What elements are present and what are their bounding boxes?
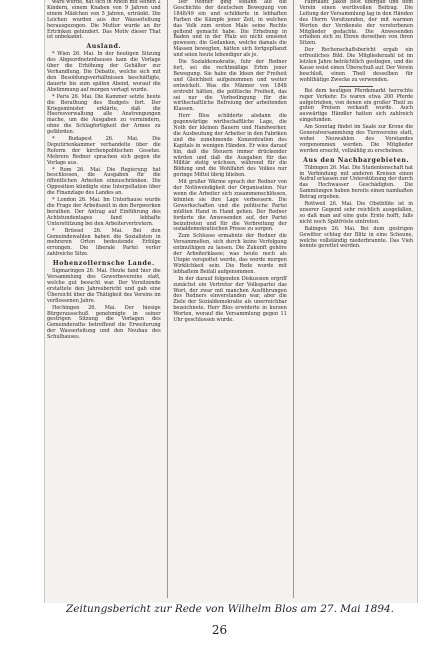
article-paragraph: * Budapest 26. Mai. Die Deputirtenkammer verhandelte über die Reform der kirchenpolitischen Gesetze. Mehrere Redner sprachen sich gegen die Vorlage aus. [47, 136, 161, 166]
page-number: 26 [211, 623, 228, 637]
column-divider [293, 0, 294, 598]
article-paragraph: Zum Schlusse ermahnte der Redner die Versammelten, sich durch keine Verfolgung entmuthigen zu lassen. Die Zukunft gehöre der Arbeiterklasse; was heute noch als Utopie verspottet werde, das werde morgen Wirklichkeit sein. Die Rede wurde mit lebhaftem Beifall aufgenommen. [173, 233, 287, 275]
column-divider [167, 0, 168, 598]
article-paragraph: Sigmaringen 26. Mai. Heute fand hier die Versammlung des Gewerbevereins statt, welche gut besucht war. Der Vorsitzende erstattete den Jahresbericht und gab eine Übersicht über die Thätigkeit des Vereins im verflossenen Jahre. [47, 268, 161, 304]
column-3 [299, 0, 413, 598]
article-paragraph: Herr Blos schilderte alsdann die gegenwärtige wirthschaftliche Lage, die Noth der kleinen Bauern und Handwerker, die Ausbeutung der Arbeiter in den Fabriken und die zunehmende Konzentration des Kapitals in wenigen Händen. Er wies darauf hin, daß die Steuern immer drückender würden und daß die Ausgaben für das Militär stetig wüchsen, während für die Bildung und die Wohlfahrt des Volkes nur geringe Mittel übrig blieben. [173, 113, 287, 179]
article-paragraph: * Brüssel 26. Mai. Bei den Gemeindewahlen haben die Sozialisten in mehreren Orten bedeutende Erfolge errungen. Die liberale Partei verlor zahlreiche Sitze. [47, 227, 161, 258]
image-caption: Zeitungsbericht zur Rede von Wilhelm Blos am 27. Mai 1894. [65, 603, 395, 615]
article-paragraph: Fabrikant Jakob Best übergab und dem Verein einen werthvollen Beitrag. Die Leitung der Versammlung lag in den Händen des Herrn Vorsitzenden, der mit warmen Worten der Verdienste der verstorbenen Mitglieder gedachte. Die Anwesenden erhoben sich zu Ehren derselben von ihren Sitzen. [299, 0, 414, 47]
article-paragraph: Mit großer Wärme sprach der Redner von der Nothwendigkeit der Organisation. Nur wenn die Arbeiter sich zusammenschlössen, könnten sie ihre Lage verbessern. Die Gewerkschaften und die politische Partei müßten Hand in Hand gehen. Der Redner forderte die Anwesenden auf, der Partei beizutreten und für die Verbreitung der sozialdemokratischen Presse zu sorgen. [173, 179, 287, 233]
article-paragraph: In der darauf folgenden Diskussion ergriff zunächst ein Vertreter der Volkspartei das Wort, der zwar mit manchen Ausführungen des Redners einverstanden war, aber die Ziele der Sozialdemokratie als unerreichbar bezeichnete. Herr Blos erwiderte in kurzen Worten, worauf die Versammlung gegen 11 Uhr geschlossen wurde. [173, 275, 287, 324]
section-heading: Hohenzollernsche Lande. [52, 260, 155, 268]
newspaper-clipping [44, 0, 418, 603]
newspaper-columns [47, 0, 413, 598]
article-paragraph: * London 26. Mai. Im Unterhause wurde die Frage der Arbeitszeit in den Bergwerken berathen. Der Antrag auf Einführung des Achtstundentages fand lebhafte Unterstützung bei den Arbeitervertretern. [47, 197, 161, 227]
article-paragraph: * Rom 26. Mai. Die Regierung hat beschlossen, die Ausgaben für die öffentlichen Arbeiten einzuschränken. Die Opposition kündigte eine Interpellation über die Finanzlage des Landes an. [47, 166, 161, 197]
section-heading: Aus den Nachbargebieten. [303, 156, 410, 164]
article-paragraph: Hechingen 26. Mai. Der hiesige Bürgerausschuß genehmigte in seiner gestrigen Sitzung die Vorlagen des Gemeinderaths betreffend die Erweiterung der Wasserleitung und den Neubau des Schulhauses. [47, 304, 161, 341]
column-2 [173, 0, 287, 598]
article-paragraph: Rottweil 26. Mai. Die Obstblüte ist in unserer Gegend sehr reichlich ausgefallen, so daß man auf eine gute Ernte hofft, falls nicht noch Spätfröste eintreten. [299, 201, 414, 225]
section-heading: Ausland. [86, 43, 122, 51]
article-paragraph: Die Sozialdemokratie, fuhr der Redner fort, sei die rechtmäßige Erbin jener Bewegung. Sie habe die Ideen der Freiheit und Gleichheit aufgenommen und weiter entwickelt. Was die Männer von 1848 erstrebt hätten, die politische Freiheit, das sei nur die Vorbedingung für die wirthschaftliche Befreiung der arbeitenden Klassen. [173, 59, 287, 113]
column-1 [47, 0, 161, 598]
article-paragraph: * Wien 26. Mai. In der heutigen Sitzung des Abgeordnetenhauses kam die Vorlage über die Erhöhung der Gehälter zur Verhandlung. Die Debatte, welche sich mit den Besoldungsverhältnissen beschäftigte, dauerte bis zum späten Abend, worauf die Abstimmung auf morgen vertagt wurde. [47, 51, 161, 93]
article-paragraph: Balingen 26. Mai. Bei dem gestrigen Gewitter schlug der Blitz in eine Scheune, welche vollständig niederbrannte. Das Vieh konnte gerettet werden. [299, 225, 414, 250]
article-paragraph: Der Rechenschaftsbericht ergab ein erfreuliches Bild. Die Mitgliederzahl ist im letzten Jahre beträchtlich gestiegen, und die Kasse weist einen Überschuß auf. Der Verein beschloß, einen Theil desselben für wohlthätige Zwecke zu verwenden. [299, 47, 414, 83]
section-rule [339, 86, 373, 87]
article-paragraph: * Paris 26. Mai. Die Kammer setzte heute die Berathung des Budgets fort. Der Kriegsminister erklärte, daß die Heeresverwaltung alle Anstrengungen mache, um die Ausgaben zu vermindern, ohne die Schlagfertigkeit der Armee zu gefährden. [47, 93, 161, 136]
article-paragraph: Bei dem heutigen Pferdemarkt herrschte reger Verkehr. Es waren etwa 200 Pferde aufgetrieben, von denen ein großer Theil zu guten Preisen verkauft wurde. Auch auswärtige Händler hatten sich zahlreich eingefunden. [299, 87, 414, 124]
article-paragraph: wäre wurde, hat sich in Rhein mit seinen 2 Kindern, einem Knaben von 9 Jahren und einem Mädchen von 5 Jahren, ertränkt. Die Leichen wurden aus der Wasserleitung herausgezogen. Die Mutter wurde an ihr Ertrinken gehindert. Das Motiv dieser That ist unbekannt. [47, 0, 161, 41]
article-paragraph: Am Sonntag findet im Saale zur Krone die Generalversammlung des Turnvereins statt, wobei Neuwahlen des Vorstandes vorgenommen werden. Die Mitglieder werden ersucht, vollzählig zu erscheinen. [299, 124, 414, 154]
article-paragraph: Der Redner ging sodann auf die Geschichte der deutschen Bewegung von 1848/49 ein und schilderte in lebhaften Farben die Kämpfe jener Zeit, in welchen das Volk zum ersten Male seine Rechte geltend gemacht habe. Die Erhebung in Baden und in der Pfalz sei nicht umsonst gewesen; die Gedanken, welche damals die Massen bewegten, hätten sich fortgepflanzt und seien heute lebendiger als je. [173, 0, 287, 59]
article-paragraph: Tübingen 26. Mai. Die Studentenschaft hat in Verbindung mit anderen Kreisen einen Aufruf erlassen zur Unterstützung der durch das Hochwasser Geschädigten. Die Sammlungen haben bereits einen namhaften Betrag ergeben. [299, 164, 414, 201]
